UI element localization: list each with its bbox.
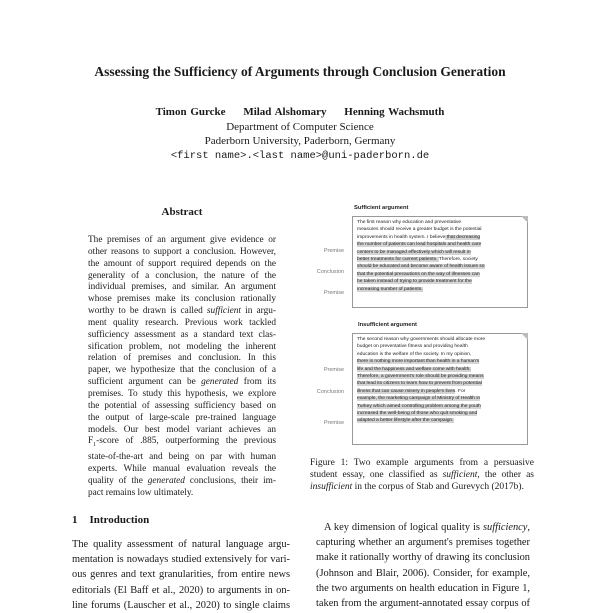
abstract-line: whose premises make its conclusion rationally (88, 294, 276, 305)
abstract-body (88, 235, 276, 499)
section-number: 1 (72, 514, 78, 526)
affiliation-department: Department of Computer Science (226, 121, 374, 133)
argument-text-line: that the potential precautions on the way of illnesses can (357, 271, 480, 277)
argument-text-line: the number of patients can lead hospitals and health care (357, 242, 482, 248)
intro-line: The quality assessment of natural language argu- (72, 539, 290, 550)
abstract-line: paper, we hypothesize that the conclusion of a (88, 365, 276, 376)
intro-right-column (316, 520, 530, 611)
argument-text-line: illness that can cause misery in people's lives. For (357, 388, 466, 394)
argument-text-line: The first reason why education and preventative (357, 220, 462, 225)
argument-text-line: increasing number of patients. (357, 286, 423, 292)
premise-side-label: Premise (323, 248, 344, 254)
argument-text-line: Turkey which aimed controlling problem among the youth (357, 403, 481, 409)
abstract-line: individual premises, and similar. An argument (88, 282, 276, 293)
argument-text-line: increased the well-being of those who quit smoking and (357, 411, 478, 417)
author-name: Henning Wachsmuth (344, 106, 445, 118)
intro-line: (Johnson and Blair, 2006). Consider, for example, (316, 567, 530, 579)
abstract-line: $F_1$-score of .885, outperforming the previous (88, 436, 276, 449)
abstract-line: the potential of assessing sufficiency based on (88, 400, 276, 411)
abstract-line: sufficient argument can be generated from its (88, 377, 276, 388)
abstract-line: generality of a conclusion, the nature of the (88, 270, 276, 281)
author-name: Timon Gurcke (155, 106, 226, 118)
sufficient-argument-box (352, 216, 528, 308)
box-fold-corner (521, 333, 528, 340)
argument-text-line: budget on preventative fitness and providing health (357, 344, 468, 350)
insufficient-argument-label: Insufficient argument (358, 322, 417, 328)
argument-text-line: Therefore, a government's role should be providing means (357, 374, 484, 380)
box-fold-corner (521, 216, 528, 223)
argument-text-line: The second reason why governments should allocate more (357, 337, 486, 342)
premise-side-label: Premise (323, 420, 344, 426)
conclusion-side-label: Conclusion (316, 389, 344, 395)
argument-text-line: should be educated and become aware of health issues so (357, 264, 485, 270)
argument-text-line: example, the marketing campaign of Ministry of Health in (357, 396, 481, 402)
intro-line: taken from the argument-annotated essay corpus of (316, 598, 530, 610)
abstract-line: other reasons to support a conclusion. However, (88, 246, 276, 257)
caption-line: student essay, one classified as sufficient, the other as (310, 470, 534, 481)
argument-text-line: that lead its citizens to learn how to prevent from potential (357, 381, 482, 387)
figure-caption (310, 457, 534, 494)
argument-text-line: better treatments for current patients. Therefore, society (357, 257, 478, 263)
intro-line: line forums (Lauscher et al., 2020) to single claims (72, 599, 290, 611)
abstract-line: quality of the generated conclusions, their im- (88, 475, 276, 486)
argument-text-line: be taken instead of trying to provide treatment for the (357, 279, 472, 285)
intro-left-column (72, 537, 290, 613)
argument-text-line: improvements in health system. I believe that decreasing (357, 234, 481, 240)
abstract-line: the amount of support required depends on the (88, 258, 276, 269)
argument-text-line: adapted a better lifestyle after the campaign. (357, 418, 454, 424)
section-heading (72, 514, 149, 526)
premise-side-label: Premise (323, 290, 344, 296)
abstract-line: pact remains low ultimately. (88, 487, 194, 498)
argument-text-line: centers to be managed effectively which will result in (357, 249, 471, 255)
affiliation-university: Paderborn University, Paderborn, Germany (204, 135, 396, 147)
caption-line: insufficient in the corpus of Stab and Gurevych (2017b). (310, 482, 524, 493)
abstract-line: premises. To study this hypothesis, we explore (88, 388, 276, 399)
abstract-line: the output of large-scale pre-trained language (88, 412, 276, 423)
abstract-heading: Abstract (161, 206, 203, 218)
paper-title: Assessing the Sufficiency of Arguments through Conclusion Generation (94, 64, 506, 79)
premise-side-label: Premise (323, 367, 344, 373)
abstract-line: experts. While manual evaluation reveals the (88, 463, 276, 474)
abstract-line: sufficiency assessment as a standard text clas- (88, 329, 276, 340)
intro-line: A key dimension of logical quality is sufficiency, (324, 522, 530, 533)
caption-line: Figure 1: Two example arguments from a persuasive (310, 458, 534, 468)
abstract-line: relation of premises and conclusion. In this (88, 353, 276, 364)
insufficient-argument-box (352, 333, 528, 445)
abstract-line: The premises of an argument give evidence or (88, 235, 276, 245)
abstract-line: models. Our best model variant achieves an (88, 424, 276, 435)
author-email: <first name>.<last name>@uni-paderborn.de (170, 150, 430, 162)
author-name: Milad Alshomary (243, 106, 327, 118)
author-list (0, 106, 600, 118)
intro-line: ous genres and text granularities, from entire news (72, 569, 290, 581)
conclusion-side-label: Conclusion (316, 269, 344, 275)
intro-line: make it rationally worthy of drawing its conclusion (316, 552, 530, 564)
intro-line: capturing whether an argument's premises together (316, 537, 530, 549)
section-title: Introduction (89, 514, 150, 526)
intro-line: mentation is nowadays studied extensively for vari- (72, 554, 290, 566)
abstract-line: sification problem, not modeling the inherent (88, 341, 276, 352)
argument-text-line: measures should receive a greater budget is the potential (357, 227, 482, 233)
argument-text-line: life and the happiness and welfare come with health. (357, 366, 471, 372)
intro-line: the two arguments on health education in Figure 1, (316, 582, 530, 594)
argument-text-line: education is the welfare of the society. In my opinion, (357, 351, 472, 357)
abstract-line: state-of-the-art and being on par with human (88, 452, 276, 463)
argument-text-line: there is nothing more important than health in a human's (357, 359, 480, 365)
abstract-line: worthy to be drawn is called sufficient in argu- (88, 306, 276, 317)
abstract-line: ment quality research. Previous work tackled (88, 317, 276, 328)
sufficient-argument-label: Sufficient argument (354, 205, 409, 211)
intro-line: editorials (El Baff et al., 2020) to arguments in on- (72, 584, 290, 596)
